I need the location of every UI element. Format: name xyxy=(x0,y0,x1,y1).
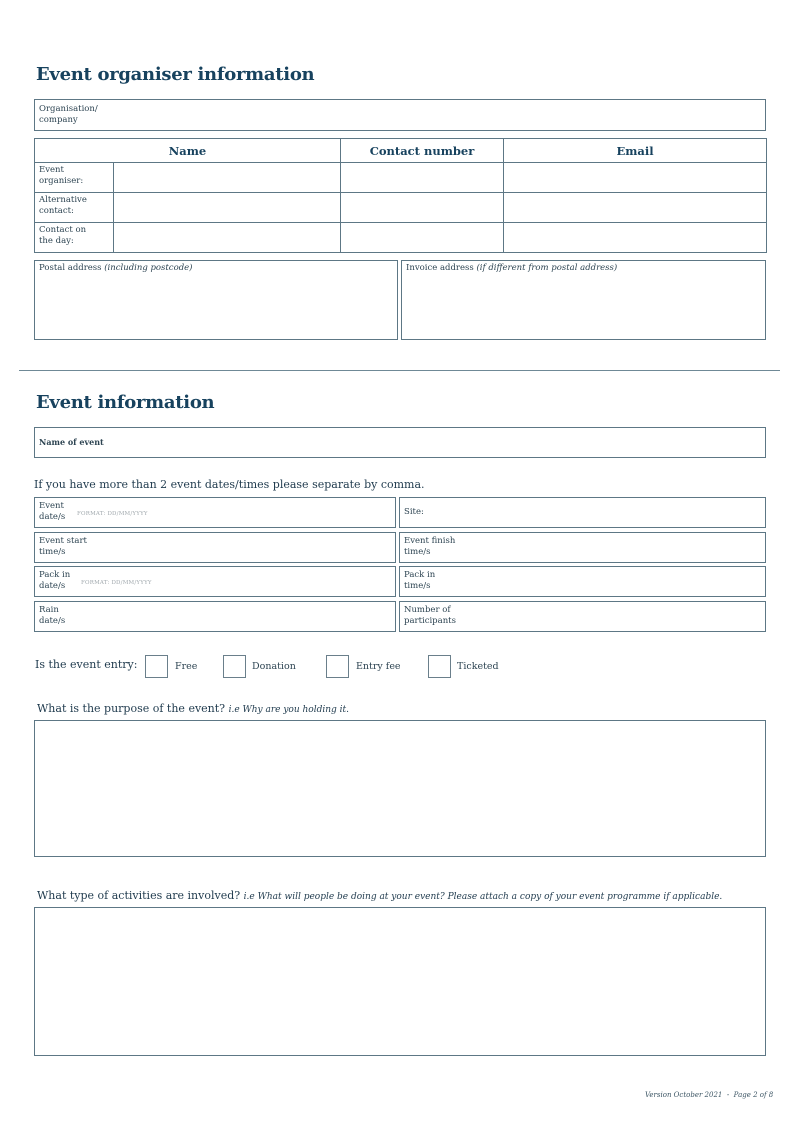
name-of-event-field[interactable] xyxy=(34,427,766,458)
rain-dates-field[interactable] xyxy=(34,601,396,632)
rain-dates-label: Rain date/s xyxy=(39,605,66,626)
organisation-label: Organisation/ company xyxy=(39,104,98,125)
contact-on-day-name-cell[interactable] xyxy=(114,223,341,253)
footer-version: Version October 2021 xyxy=(645,1091,723,1099)
pack-in-dates-label: Pack in date/s xyxy=(39,570,71,591)
free-option-label: Free xyxy=(175,661,198,672)
number-of-participants-label: Number of participants xyxy=(404,605,456,626)
pack-in-time-field[interactable] xyxy=(399,566,766,597)
table-row-alternative-contact xyxy=(35,193,767,223)
section-divider xyxy=(19,370,780,371)
header-contact-number: Contact number xyxy=(341,139,504,163)
event-dates-label: Event date/s xyxy=(39,501,66,522)
pack-in-time-label: Pack in time/s xyxy=(404,570,436,591)
event-organiser-name-cell[interactable] xyxy=(114,163,341,193)
purpose-hint: i.e Why are you holding it. xyxy=(228,705,350,715)
purpose-question xyxy=(37,702,349,715)
postal-address-hint: (including postcode) xyxy=(104,263,193,273)
row-label-contact-on-day: Contact on the day: xyxy=(35,223,114,253)
event-finish-time-field[interactable] xyxy=(399,532,766,563)
table-row-event-organiser xyxy=(35,163,767,193)
purpose-textarea[interactable] xyxy=(34,720,766,857)
contacts-table xyxy=(34,138,767,253)
activities-question xyxy=(37,889,722,902)
contact-on-day-contact-cell[interactable] xyxy=(341,223,504,253)
postal-address-label xyxy=(39,263,192,274)
table-row-contact-on-day xyxy=(35,223,767,253)
contact-on-day-email-cell[interactable] xyxy=(504,223,767,253)
activities-textarea[interactable] xyxy=(34,907,766,1056)
contacts-table-header xyxy=(35,139,767,163)
event-start-time-field[interactable] xyxy=(34,532,396,563)
entry-fee-checkbox[interactable] xyxy=(326,655,349,678)
invoice-address-label-text: Invoice address xyxy=(406,263,477,273)
pack-in-dates-field[interactable] xyxy=(34,566,396,597)
section-title-organiser: Event organiser information xyxy=(36,64,315,85)
header-email: Email xyxy=(504,139,767,163)
event-dates-field[interactable] xyxy=(34,497,396,528)
invoice-address-label xyxy=(406,263,617,274)
footer-page-number: Page 2 of 8 xyxy=(733,1091,774,1099)
organisation-field[interactable] xyxy=(34,99,766,131)
pack-in-dates-format-hint: FORMAT: DD/MM/YYYY xyxy=(81,580,152,586)
event-finish-time-label: Event finish time/s xyxy=(404,536,456,557)
event-organiser-contact-cell[interactable] xyxy=(341,163,504,193)
site-label: Site: xyxy=(404,507,424,517)
donation-checkbox[interactable] xyxy=(223,655,246,678)
activities-hint: i.e What will people be doing at your event? Please attach a copy of your event programme if applicable. xyxy=(243,892,723,902)
ticketed-checkbox[interactable] xyxy=(428,655,451,678)
site-field[interactable] xyxy=(399,497,766,528)
free-checkbox[interactable] xyxy=(145,655,168,678)
row-label-alternative-contact: Alternative contact: xyxy=(35,193,114,223)
alternative-contact-name-cell[interactable] xyxy=(114,193,341,223)
dates-note: If you have more than 2 event dates/times please separate by comma. xyxy=(34,478,425,491)
name-of-event-label: Name of event xyxy=(39,437,104,447)
footer-separator: - xyxy=(726,1091,730,1099)
alternative-contact-email-cell[interactable] xyxy=(504,193,767,223)
activities-question-text: What type of activities are involved? xyxy=(37,889,244,902)
section-title-event: Event information xyxy=(36,392,215,413)
invoice-address-field[interactable] xyxy=(401,260,766,340)
event-organiser-email-cell[interactable] xyxy=(504,163,767,193)
donation-option-label: Donation xyxy=(252,661,296,672)
postal-address-label-text: Postal address xyxy=(39,263,105,273)
entry-question: Is the event entry: xyxy=(35,658,138,671)
row-label-event-organiser: Event organiser: xyxy=(35,163,114,193)
postal-address-field[interactable] xyxy=(34,260,398,340)
event-start-time-label: Event start time/s xyxy=(39,536,87,557)
invoice-address-hint: (if different from postal address) xyxy=(476,263,618,273)
ticketed-option-label: Ticketed xyxy=(457,661,499,672)
purpose-question-text: What is the purpose of the event? xyxy=(37,702,229,715)
page-footer xyxy=(645,1091,773,1099)
event-dates-format-hint: FORMAT: DD/MM/YYYY xyxy=(77,511,148,517)
header-name: Name xyxy=(35,139,341,163)
number-of-participants-field[interactable] xyxy=(399,601,766,632)
alternative-contact-contact-cell[interactable] xyxy=(341,193,504,223)
entry-fee-option-label: Entry fee xyxy=(356,661,401,672)
